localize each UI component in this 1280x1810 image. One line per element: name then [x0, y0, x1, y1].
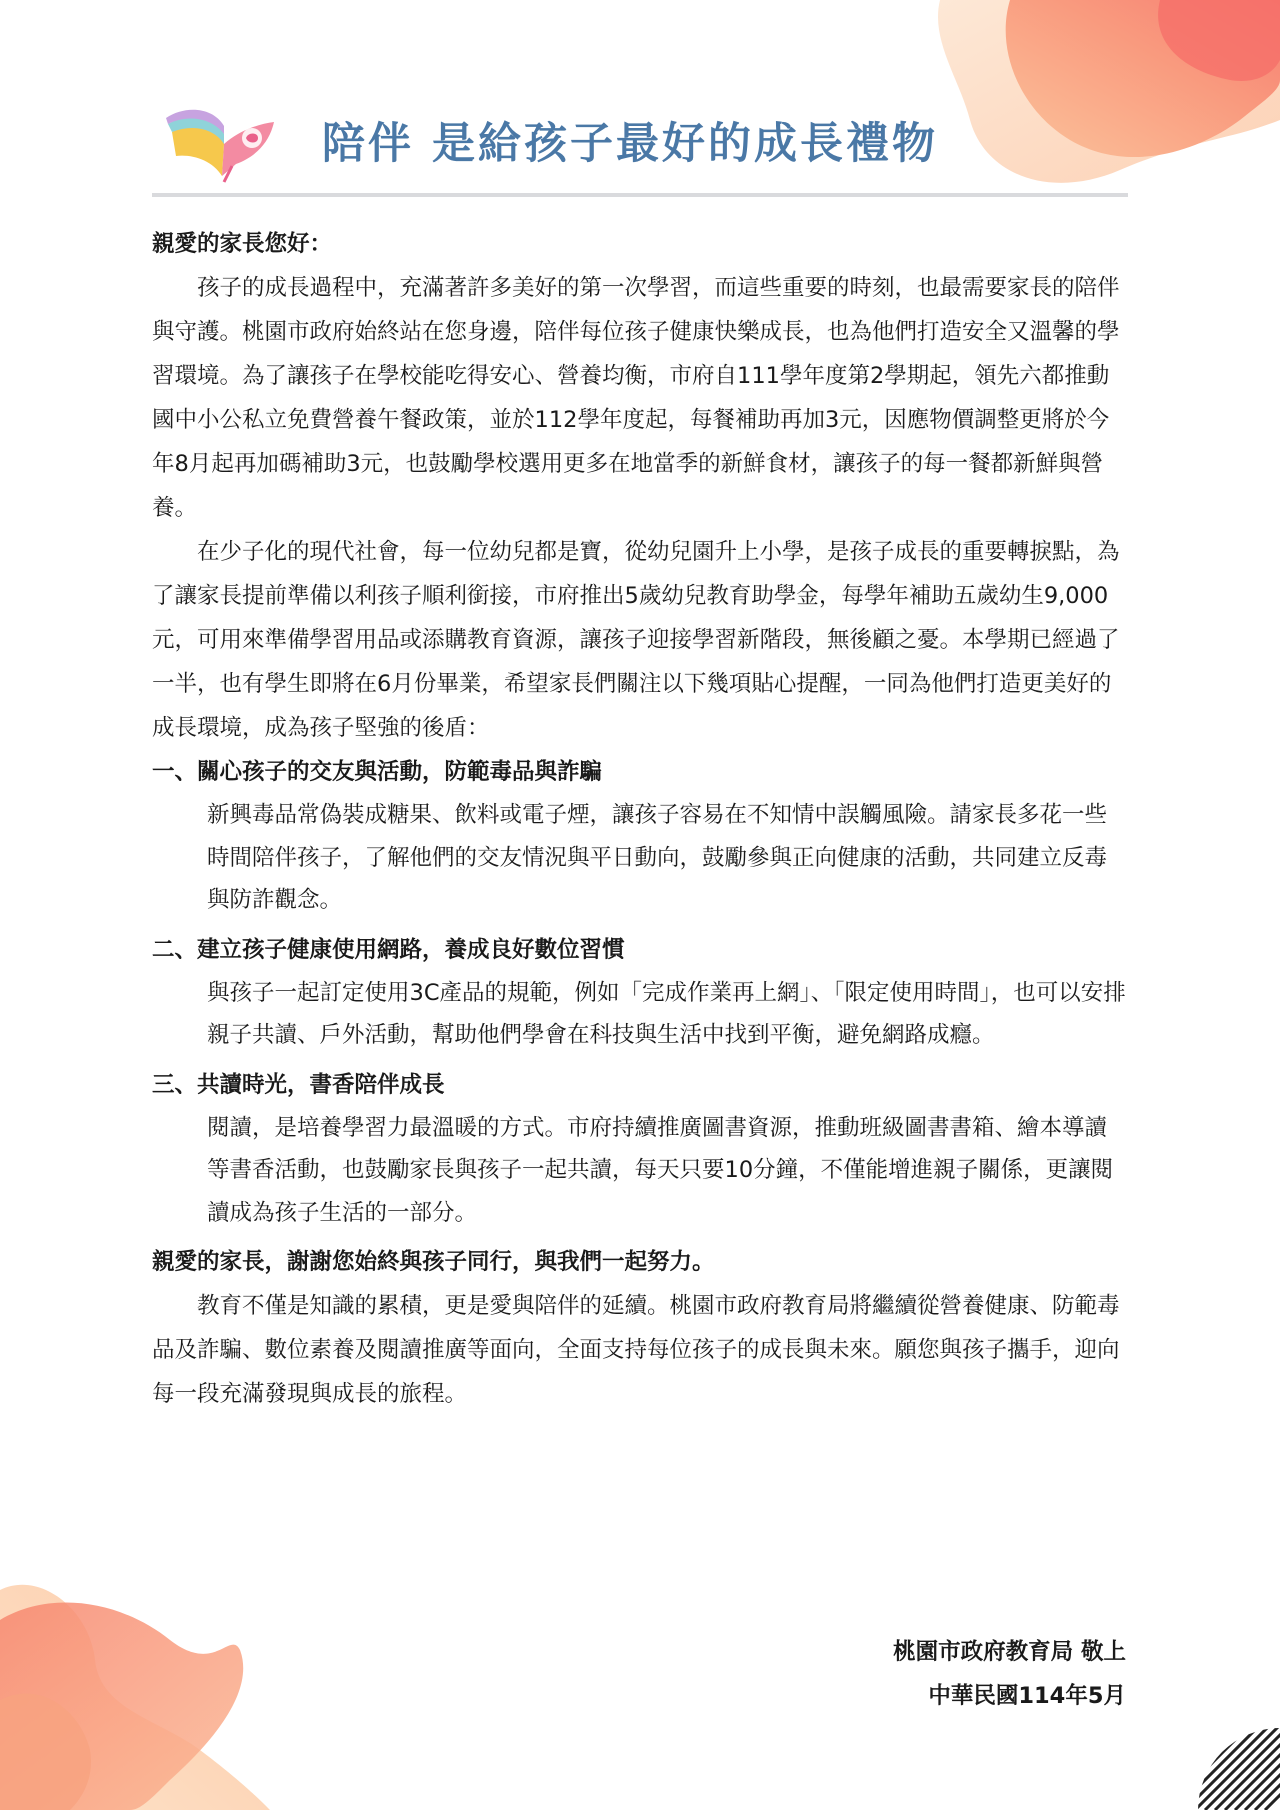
salutation: 親愛的家長您好：: [152, 231, 333, 257]
intro-paragraph-2: 在少子化的現代社會，每一位幼兒都是寶，從幼兒園升上小學，是孩子成長的重要轉捩點，為了讓家長提前準備以利孩子順利銜接，市府推出5歲幼兒教育助學金，每學年補助五歲幼生9,000元，可用來準備學習用品或添購教育資源，讓孩子迎接學習新階段，無後顧之憂。本學期已經過了一半，也有學生即將在6月份畢業，希望家長們關注以下幾項貼心提醒，一同為他們打造更美好的成長環境，成為孩子堅強的後盾：: [152, 539, 1120, 741]
letter-body: [152, 222, 1128, 1416]
page-title: 陪伴 是給孩子最好的成長禮物: [322, 119, 938, 169]
section-3-heading: 三、共讀時光，書香陪伴成長: [152, 1071, 445, 1098]
book-with-flower-logo: [162, 104, 280, 184]
closing-paragraph: 教育不僅是知識的累積，更是愛與陪伴的延續。桃園市政府教育局將繼續從營養健康、防範毒品及詐騙、數位素養及閱讀推廣等面向，全面支持每位孩子的成長與未來。願您與孩子攜手，迎向每一段充滿發現與成長的旅程。: [152, 1293, 1120, 1407]
diagonal-stripes-decoration: [1195, 1720, 1280, 1810]
signature-date: 中華民國114年5月: [928, 1683, 1126, 1709]
signature-org: 桃園市政府教育局 敬上: [893, 1639, 1126, 1665]
bottom-left-blob-decoration: [0, 1550, 290, 1810]
section-2-heading: 二、建立孩子健康使用網路，養成良好數位習慣: [152, 936, 625, 963]
section-3-text: 閱讀，是培養學習力最溫暖的方式。市府持續推廣圖書資源，推動班級圖書書箱、繪本導讀等書香活動，也鼓勵家長與孩子一起共讀，每天只要10分鐘，不僅能增進親子關係，更讓閱讀成為孩子生活的一部分。: [207, 1114, 1114, 1226]
title-divider: [152, 193, 1128, 197]
closing-heading: 親愛的家長，謝謝您始終與孩子同行，與我們一起努力。: [152, 1249, 715, 1275]
section-1-text: 新興毒品常偽裝成糖果、飲料或電子煙，讓孩子容易在不知情中誤觸風險。請家長多花一些時間陪伴孩子，了解他們的交友情況與平日動向，鼓勵參與正向健康的活動，共同建立反毒與防詐觀念。: [207, 802, 1108, 913]
header: [152, 92, 1128, 192]
section-2-text: 與孩子一起訂定使用3C產品的規範，例如「完成作業再上網」、「限定使用時間」，也可以安排親子共讀、戶外活動，幫助他們學會在科技與生活中找到平衡，避免網路成癮。: [207, 979, 1126, 1048]
section-1-heading: 一、關心孩子的交友與活動，防範毒品與詐騙: [152, 759, 603, 785]
intro-paragraph-1: 孩子的成長過程中，充滿著許多美好的第一次學習，而這些重要的時刻，也最需要家長的陪伴與守護。桃園市政府始終站在您身邊，陪伴每位孩子健康快樂成長，也為他們打造安全又溫馨的學習環境。為了讓孩子在學校能吃得安心、營養均衡，市府自111學年度第2學期起，領先六都推動國中小公私立免費營養午餐政策，並於112學年度起，每餐補助再加3元，因應物價調整更將於今年8月起再加碼補助3元，也鼓勵學校選用更多在地當季的新鮮食材，讓孩子的每一餐都新鮮與營養。: [152, 275, 1120, 521]
signature-block: [893, 1630, 1126, 1718]
